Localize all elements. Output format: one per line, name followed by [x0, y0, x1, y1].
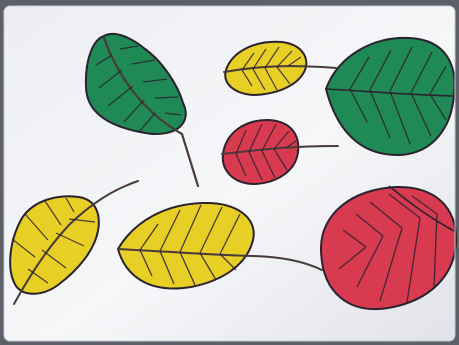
photo [0, 0, 459, 345]
paper-with-leaves-drawing [0, 0, 459, 345]
